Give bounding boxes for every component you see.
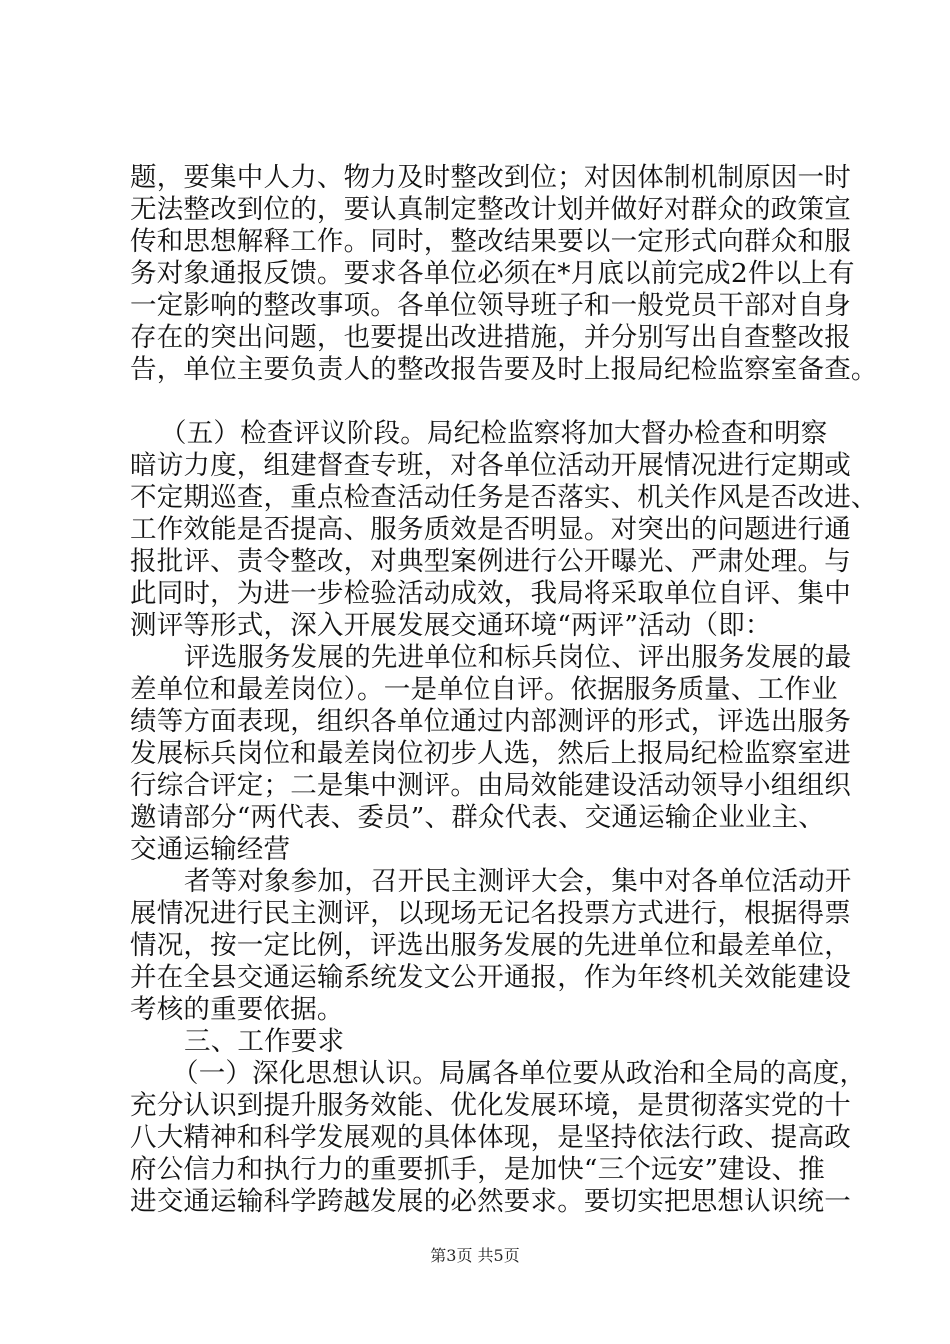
text-line: 充分认识到提升服务效能、优化发展环境，是贯彻落实党的十 xyxy=(130,1090,851,1121)
text-line: 府公信力和执行力的重要抓手，是加快“三个远安”建设、推 xyxy=(130,1154,825,1185)
text-line: 一定影响的整改事项。各单位领导班子和一般党员干部对自身 xyxy=(130,290,851,321)
text-line: 不定期巡查，重点检查活动任务是否落实、机关作风是否改进、 xyxy=(130,482,878,513)
section-heading: 三、工作要求 xyxy=(184,1026,345,1057)
text-line: 交通运输经营 xyxy=(130,834,291,865)
text-line: 发展标兵岗位和最差岗位初步人选，然后上报局纪检监察室进 xyxy=(130,738,851,769)
text-line: 邀请部分“两代表、委员”、群众代表、交通运输企业业主、 xyxy=(130,802,825,833)
text-line: 八大精神和科学发展观的具体体现，是坚持依法行政、提高政 xyxy=(130,1122,851,1153)
text-line: 传和思想解释工作。同时，整改结果要以一定形式向群众和服 xyxy=(130,226,851,257)
text-line: 务对象通报反馈。要求各单位必须在*月底以前完成2件以上有 xyxy=(130,258,855,289)
text-line: 存在的突出问题，也要提出改进措施，并分别写出自查整改报 xyxy=(130,322,851,353)
text-line: 行综合评定；二是集中测评。由局效能建设活动领导小组组织 xyxy=(130,770,851,801)
text-line: 告，单位主要负责人的整改报告要及时上报局纪检监察室备查。 xyxy=(130,354,878,385)
text-line: 考核的重要依据。 xyxy=(130,994,344,1025)
text-line: 者等对象参加，召开民主测评大会，集中对各单位活动开 xyxy=(184,866,852,897)
text-line: 无法整改到位的，要认真制定整改计划并做好对群众的政策宣 xyxy=(130,194,851,225)
text-line: 进交通运输科学跨越发展的必然要求。要切实把思想认识统一 xyxy=(130,1186,851,1217)
text-line: 绩等方面表现，组织各单位通过内部测评的形式，评选出服务 xyxy=(130,706,851,737)
text-line: 报批评、责令整改，对典型案例进行公开曝光、严肃处理。与 xyxy=(130,546,851,577)
text-line: 评选服务发展的先进单位和标兵岗位、评出服务发展的最 xyxy=(184,642,852,673)
text-line: 此同时，为进一步检验活动成效，我局将采取单位自评、集中 xyxy=(130,578,851,609)
text-line: 测评等形式，深入开展发展交通环境“两评”活动（即： xyxy=(130,610,772,641)
text-line: 展情况进行民主测评，以现场无记名投票方式进行，根据得票 xyxy=(130,898,851,929)
text-line: 工作效能是否提高、服务质效是否明显。对突出的问题进行通 xyxy=(130,514,851,545)
text-line: 并在全县交通运输系统发文公开通报，作为年终机关效能建设 xyxy=(130,962,851,993)
text-line: （一）深化思想认识。局属各单位要从政治和全局的高度， xyxy=(172,1058,867,1089)
text-line: 暗访力度，组建督查专班，对各单位活动开展情况进行定期或 xyxy=(130,450,851,481)
text-line: 情况，按一定比例，评选出服务发展的先进单位和最差单位， xyxy=(130,930,851,961)
text-line: （五）检查评议阶段。局纪检监察将加大督办检查和明察 xyxy=(160,418,828,449)
text-line: 题，要集中人力、物力及时整改到位；对因体制机制原因一时 xyxy=(130,162,851,193)
page-number-footer: 第3页 共5页 xyxy=(430,1246,520,1265)
text-line: 差单位和最差岗位）。一是单位自评。依据服务质量、工作业 xyxy=(130,674,838,705)
